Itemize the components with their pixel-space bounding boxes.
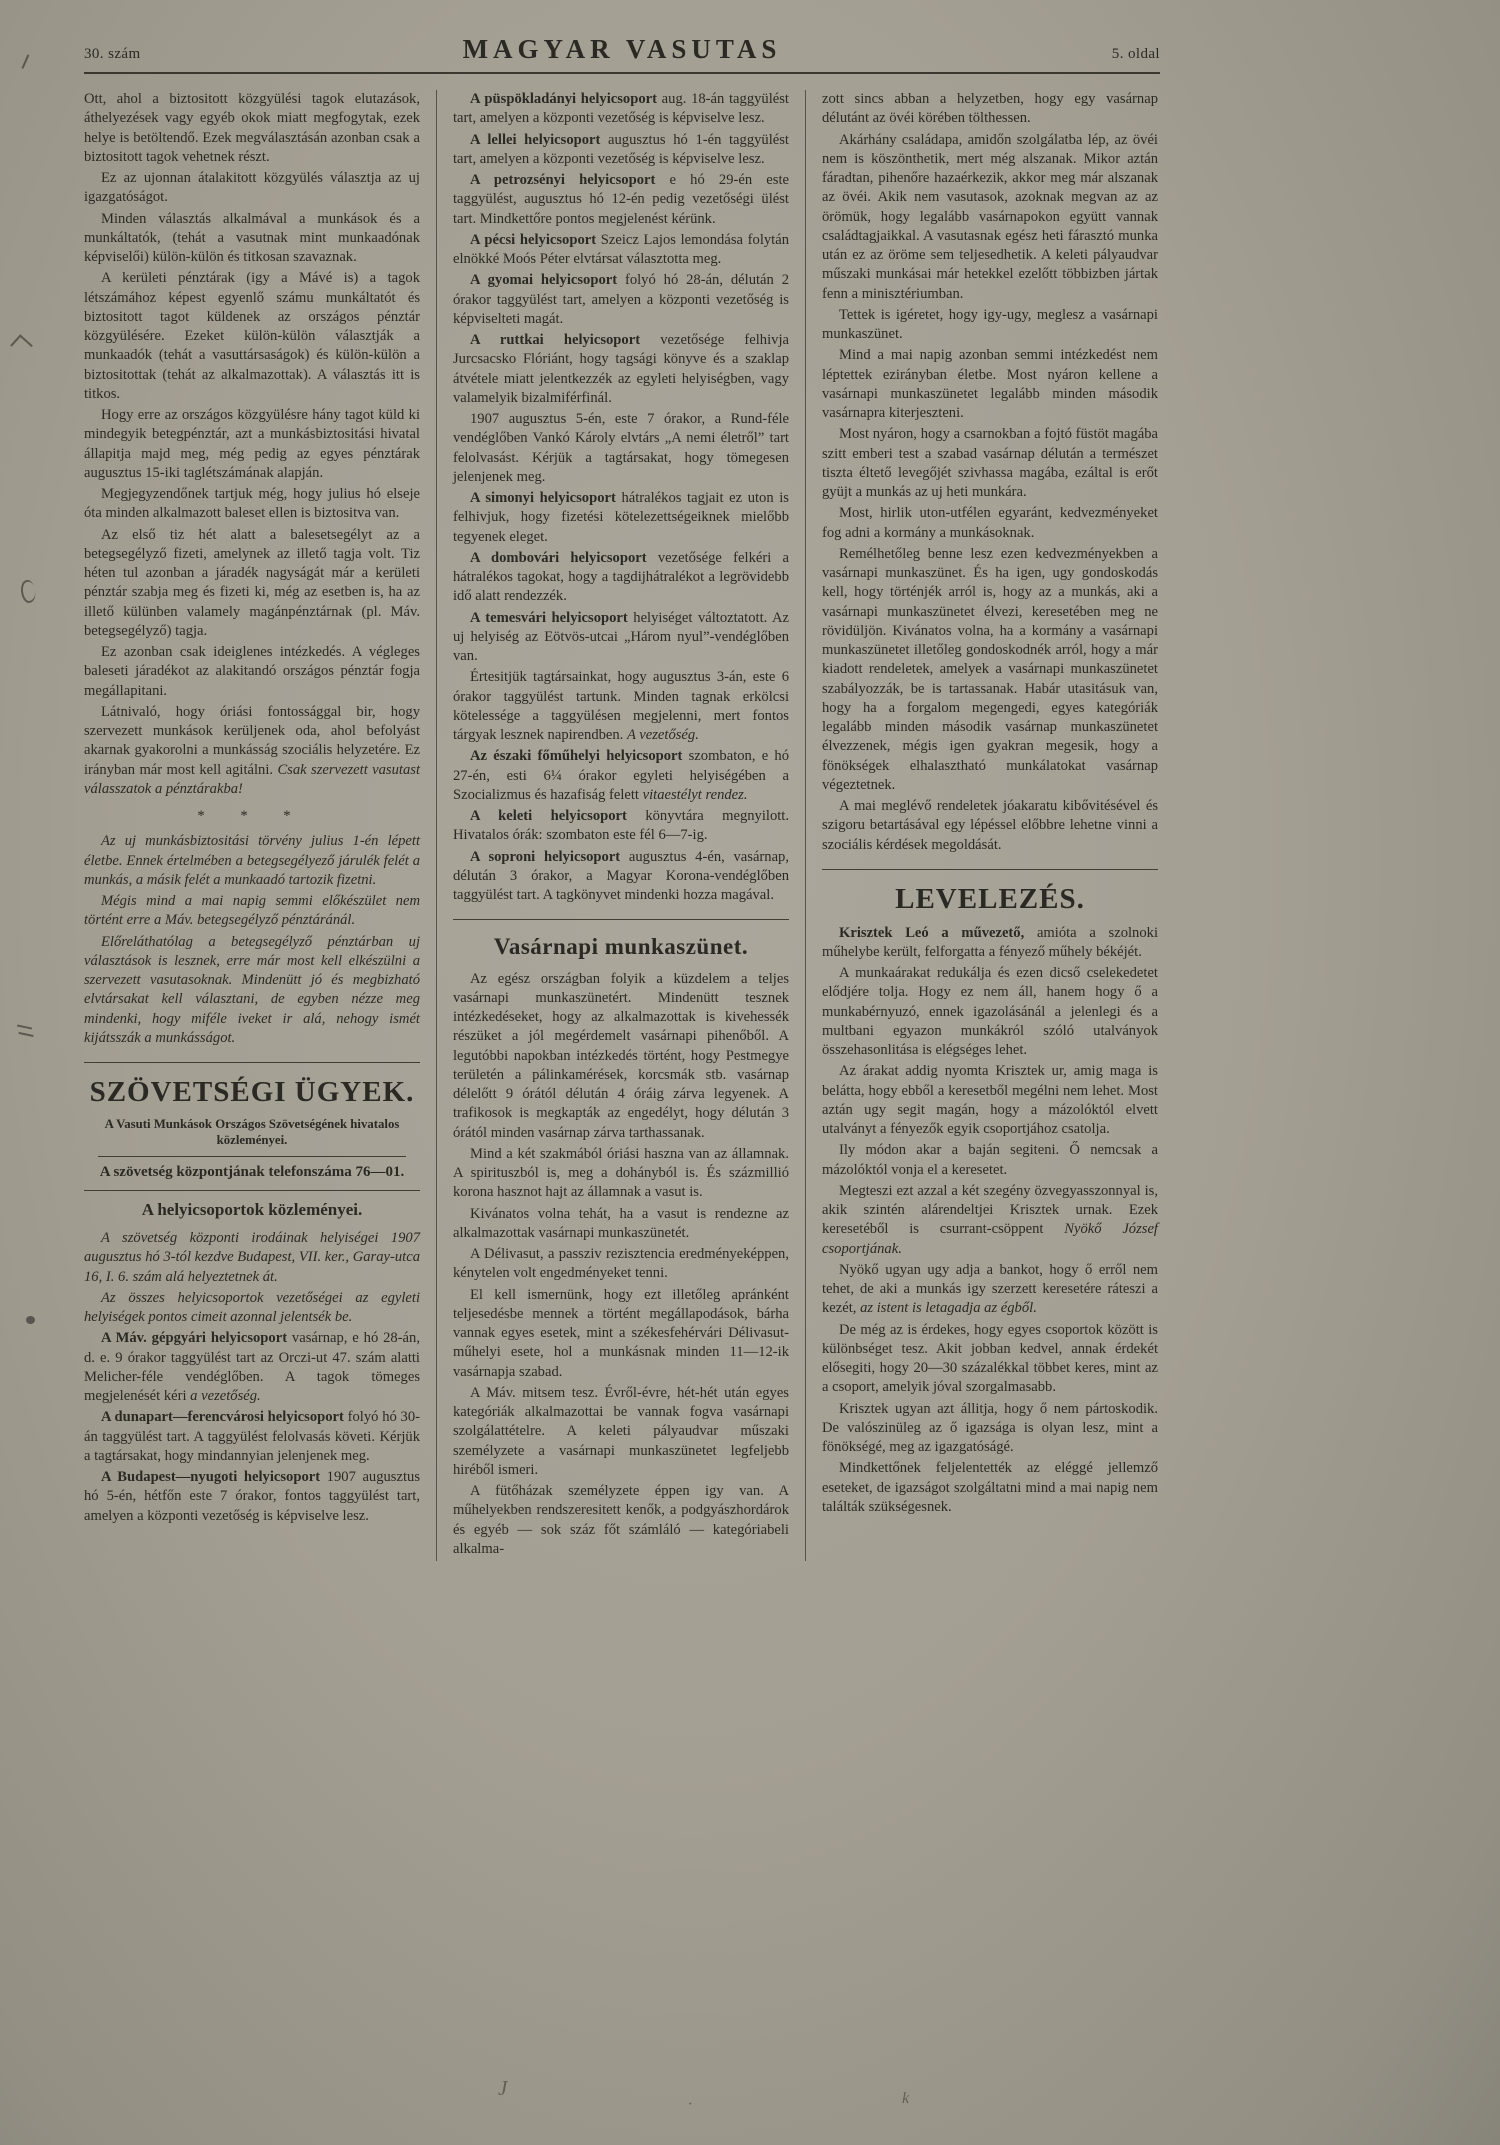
paragraph [84,269,420,404]
paragraph-text: Megjegyzendőnek tartjuk még, hogy julius hó elseje óta minden alkalmazott baleset ellen is biztositva van. [84,486,420,522]
paragraph [453,489,789,547]
paragraph-text: A szövetség központjának telefonszáma 76—01. [99,1163,405,1180]
article-heading [453,919,789,959]
paragraph-text: Remélhetőleg benne lesz ezen kedvezményekben a vasárnapi munkaszünet. És ha igen, ugy gondoskodás kell, hogy történjék arról is, hogy az a munkás, aki a vasárnapi munkaszünetet élvezi, keresetében meg ne rövidüljön. Kivánatos volna, ha a kormány a vasárnapi munkaszünetet illetőleg gondoskodnék arról, hogy a már kiadott rendeletek, amelyek a vasárnapi munkaszünetet szabályozzák, be is tartassanak. Habár utasitásuk van, hogy ha a forgalom megengedi, egyes kategóriák legalább minden második vasárnap munkaszünetet élvezzenek, mégis igen gyakran megesik, hogy a fönökségek elhalasztható munkálatokat vasárnap végeztetnek. [822,545,1158,793]
paragraph [822,1459,1158,1517]
margin-mark [26,1316,35,1324]
margin-mark [10,334,33,357]
paragraph [84,406,420,483]
paragraph-lead: A ruttkai helyicsoport [470,332,641,348]
paragraph [453,1245,789,1284]
newspaper-sheet [84,34,1160,1561]
paragraph [84,1289,420,1328]
paragraph-lead: Az északi főműhelyi helyicsoport [470,748,683,765]
paragraph [822,90,1158,129]
paragraph [822,545,1158,795]
phone-line [84,1163,420,1191]
paragraph-emphasis: Nyökő József csoportjának. [822,1221,1158,1257]
column-1 [84,90,420,1561]
scan-mark: J [498,2076,508,2100]
page-number: 5. oldal [1111,46,1160,62]
scan-mark: · [688,2096,692,2113]
paragraph-text: Mindkettőnek feljelentették az eléggé jellemző eseteket, de igazságot szolgáltatni mind a mai napig nem találták szükségesnek. [822,1460,1158,1515]
paragraph-lead: A Máv. gépgyári helyicsoport [101,1330,288,1347]
paragraph [822,924,1158,963]
paragraph-text: De még az is érdekes, hogy egyes csoportok között is különbséget tesz. Akit jobban kedvel, annak érdekét elősegiti, hogy 20—30 százalékkal többet keres, mint az a csoport, amelyik jóval szorgalmasabb. [822,1321,1158,1396]
paragraph [453,171,789,229]
paragraph-emphasis: vitaestélyt rendez. [642,786,748,803]
margin-mark [17,1024,32,1029]
paragraph [822,504,1158,543]
paragraph-lead: A keleti helyicsoport [470,808,627,824]
paragraph-lead: A temesvári helyicsoport [470,609,628,626]
margin-mark [21,54,37,72]
paragraph [453,1205,789,1244]
paragraph-text: SZÖVETSÉGI ÜGYEK. [89,1076,415,1108]
paragraph-text: A mai meglévő rendeletek jóakaratu kibővitésével és szigoru betartásával egy lépéssel előbbre lehetne vinni a szociális kérdések megoldását. [822,798,1158,853]
paragraph-text: A Délivasut, a passziv rezisztencia eredményeképpen, kénytelen volt engedményeket tenni. [453,1246,789,1282]
paragraph [822,1400,1158,1458]
paragraph-text: folyó hó 28-án, délután 2 órakor taggyülést tart, amelyen a központi vezetőség is képviselteti magát. [453,272,789,327]
paragraph-text: 1907 augusztus hó 5-én, hétfőn este 7 órakor, fontos taggyülést tart, amelyen a központi vezetőség is képviselve lesz. [84,1469,420,1524]
paragraph [84,526,420,642]
paragraph [822,1261,1158,1319]
column-3 [822,90,1158,1561]
subsection-heading [84,1199,420,1221]
paragraph [453,848,789,906]
paragraph-text: A munkaárakat redukálja és ezen dicső cselekedetet elődjére tolja. Hogy ez nem áll, hanem hogy ő a munkabérnyuzó, ennek igazolásánál a jelenlegi és a multbani egyazon munkákról szóló utalványok összehasonlitása is elégséges lehet. [822,965,1158,1059]
paragraph-text: A szövetség központi irodáinak helyiségei 1907 augusztus hó 3-tól kezdve Budapest, VII. ker., Garay-utca 16, I. 6. szám alá helyeztetnek át. [84,1230,420,1285]
paragraph-text: Megteszi ezt azzal a két szegény özvegyasszonnyal is, akik szintén alárendeltjei Krisztek urnak. Ezek keresetéből is csurrant-csöppent [822,1182,1158,1238]
paragraph-text: Látnivaló, hogy óriási fontossággal bir, hogy szervezett munkások kerüljenek oda, ahol befolyást akarnak gyakorolni a munkásság szociális helyzetére. Ez irányban már most kell agitálni. [84,703,420,778]
paragraph-text: könyvtára megnyilott. Hivatalos órák: szombaton este fél 6—7-ig. [453,808,789,844]
paragraph-text: Az összes helyicsoportok vezetőségei az egyleti helyiségek pontos cimeit azonnal jelentsék be. [84,1289,420,1326]
paragraph-text: A kerületi pénztárak (igy a Mávé is) a tagok létszámához képest egyenlő számu munkáltatót és biztositott tagot küldenek az országos pénztár közgyülésére. Ezeket külön-külön választják a munkaadók (tehát a vasuttársaságok) és külön-külön a biztositottak (tehát az alkalmazottak). A választás itt is titkos. [84,270,420,402]
paragraph [453,1384,789,1480]
paragraph-text: Krisztek ugyan azt állitja, hogy ő nem pártoskodik. De valószinüleg az ő igazsága is olyan lesz, mint a fönökségé, meg az igazgatóságé. [822,1400,1158,1456]
paragraph-text: augusztus 4-én, vasárnap, délután 3 órakor, a Magyar Korona-vendéglőben taggyülést tart. A tagkönyvet mindenki hozza magával. [453,848,789,903]
paragraph-text: vezetősége felkéri a hátralékos tagokat, hogy a tagdijhátralékot a legrövidebb idő alatt rendezzék. [453,549,790,605]
masthead-title: MAGYAR VASUTAS [462,34,782,64]
paragraph-text: Az árakat addig nyomta Krisztek ur, amig maga is belátta, hogy ebből a keresetből megélni nem lehet. Most aztán ugy segit magán, hogy a mázolóktól elvett utalványt a fényezők egyik csoportjához csatolja. [822,1063,1158,1138]
paragraph-text: Ott, ahol a biztositott közgyülési tagok elutazások, áthelyezések vagy egyéb okok miatt megfogytak, ezek helye is betöltendő. Ezek megválasztásán azonban csak a biztositott tagok vehetnek részt. [84,91,420,165]
paragraph-text: Ily módon akar a baján segiteni. Ő nemcsak a mázolóktól vonja el a keresetet. [822,1142,1158,1178]
paragraph [453,609,789,667]
paragraph [822,131,1158,304]
margin-mark [18,579,37,605]
paragraph-text: augusztus hó 1-én taggyülést tart, amelyen a központi vezetőség is képviselve lesz. [453,131,789,167]
paragraph-text: Tettek is igéretet, hogy igy-ugy, meglesz a vasárnapi munkaszünet. [822,306,1158,342]
paragraph-text: * * * [197,808,307,824]
paragraph-lead: Krisztek Leó a művezető, [839,924,1025,941]
paragraph [84,485,420,524]
paragraph [84,1329,420,1406]
paragraph [822,346,1158,423]
section-heading [822,869,1158,916]
paragraph-lead: A dunapart—ferencvárosi helyicsoport [101,1409,344,1426]
paragraph-text: folyó hó 30-án taggyülést tart. A taggyülést felolvasás követi. Kérjük a tagtársakat, hogy mindannyian jelenjenek meg. [84,1409,420,1464]
column-2 [453,90,789,1561]
paragraph [453,410,789,487]
paragraph [84,210,420,268]
paragraph-text: Mind a két szakmából óriási haszna van az államnak. A spirituszból is, meg a dohányból is. És százmillió korona hasznot hajt az államnak a vasut is. [453,1145,789,1201]
paragraph-lead: A pécsi helyicsoport [470,231,597,248]
paragraph-text: Az egész országban folyik a küzdelem a teljes vasárnapi munkaszünetért. Mindenütt tesznek intézkedéseket, hogy az alkalmazottak is kivehessék részüket a jól megérdemelt vasárnapi pihenőből. A legutóbbi napokban intézkedés történt, hogy Pestmegye területén a pálinkamérések, korcsmák stb. vasárnap délelőtt 9 órától délután 4 óráig zárva legyenek. A trafikosok is megkapták az engedélyt, hogy délután 3 órától minden vasárnap zárva tarthassanak. [453,970,789,1141]
paragraph-lead: A dombovári helyicsoport [470,549,647,566]
paragraph-text: A fütőházak személyzete éppen igy van. A műhelyekben rendszeresitett kenők, a podgyászhordárok és egyéb — sok száz főt számláló — kategóriabeli alkalma- [453,1483,789,1557]
paragraph [84,1468,420,1526]
section-separator [84,807,420,826]
paragraph [822,425,1158,502]
paragraph-lead: A Budapest—nyugoti helyicsoport [101,1469,321,1486]
paragraph-text: vezetősége felhivja Jurcsacsko Flóriánt, hogy tagsági könyve és a szaklap átvétele miatt jelentkezzék az egyleti helyiségben, vagy valamelyik bizalmiférfinál. [453,332,789,406]
paragraph-emphasis: Csak szervezett vasutast válasszatok a pénztárakba! [84,761,420,797]
paragraph-text: Vasárnapi munkaszünet. [493,934,749,960]
paragraph [84,1408,420,1466]
paragraph-text: Akárhány családapa, amidőn szolgálatba lép, az övéi nem is köszönthetik, mert még alszanak. Mikor aztán fáradtan, pihenőre hazaérkezik, akkor meg már alszanak az övéi. Akik nem vasutasok, azoknak megvan az az örömük, hogy legalább vasárnapokon együtt vannak családtagjaikkal. A vasutasnak egész heti fárasztó munka után ez az öröme sem teljesedhetik. A keleti pályaudvar műszaki munkásai már hetekkel ezelőtt többizben jártak fenn a minisztériumban. [822,131,1158,302]
paragraph-text: El kell ismernünk, hogy ezt illetőleg apránként teljesedésbe mennek a történt megállapodások, bárha vannak egyes esetek, mint a székesfehérvári Délivasut-műhelyi esete, hol a munkásnak minden 11—12-ik vasárnapja szabad. [453,1286,789,1380]
paragraph-text: amióta a szolnoki műhelybe került, felforgatta a fényező műhely békéjét. [822,924,1158,960]
paragraph [822,1141,1158,1180]
paragraph [453,1286,789,1382]
paragraph-text: Ez az ujonnan átalakitott közgyülés választja az uj igazgatóságot. [84,170,420,206]
paragraph-text: 1907 augusztus 5-én, este 7 órakor, a Rund-féle vendéglőben Vankó Károly elvtárs „A nemi életről” tart felolvasást. Kérjük a tagtársakat, hogy tömegesen jelenjenek meg. [453,411,789,485]
paragraph-lead: A soproni helyicsoport [470,848,621,865]
paragraph-text: LEVELEZÉS. [895,882,1085,915]
paragraph-lead: A simonyi helyicsoport [470,490,616,506]
paragraph-text: Az uj munkásbiztositási törvény julius 1-én lépett életbe. Ennek értelmében a betegsegélyező járulék felét a munkás, a másik felét a munkaadó tartozik fizetni. [84,833,420,888]
section-subheading [98,1117,406,1157]
columns [84,90,1160,1561]
paragraph-text: A Vasuti Munkások Országos Szövetségének hivatalos közleményei. [104,1116,400,1147]
paragraph [453,747,789,805]
paragraph [84,892,420,931]
paragraph-text: e hó 29-én este taggyülést, augusztus hó 12-én pedig vezetőségi ülést tart. Mindkettőre pontos megjelenést kérünk. [453,172,789,227]
column-divider [436,90,437,1561]
paragraph [822,797,1158,855]
paragraph [453,970,789,1143]
section-heading [84,1062,420,1109]
paragraph-text: helyiséget változtatott. Az uj helyiség az Eötvös-utcai „Három nyul”-vendéglőben van. [453,609,790,664]
paragraph-text: Szeicz Lajos lemondása folytán elnökké Moós Péter elvtársat választotta meg. [453,231,789,267]
paragraph [822,1182,1158,1259]
paragraph [453,549,789,607]
column-divider [805,90,806,1561]
paragraph-text: Az első tiz hét alatt a balesetsegélyt az a betegsegélyző fizeti, amelynek az illető tagja volt. Tiz héten tul azonban a járadék nagyságát már a kerületi pénztár szabja meg és fizeti ki, még az esetben is, ha az illető külünben valamely magánpénztárnak (pl. Máv. betegsegélyző) tagja. [84,526,420,639]
paragraph [84,643,420,701]
paragraph-text: aug. 18-án taggyülést tart, amelyen a központi vezetőség is képviselve lesz. [453,91,789,127]
paragraph [84,933,420,1049]
paragraph-text: Ez azonban csak ideiglenes intézkedés. A végleges baleseti járadékot az alakitandó országos pénztár fogja megállapitani. [84,644,420,699]
paragraph-text: Kivánatos volna tehát, ha a vasut is rendezne az alkalmazottak vasárnapi munkaszünetét. [453,1205,789,1241]
paragraph-text: Nyökő ugyan ugy adja a bankot, hogy ő erről nem tehet, de aki a munkás igy szerzett keresetére ráteszi a kezét, [822,1261,1158,1317]
paragraph-text: Mégis mind a mai napig semmi előkészület nem történt erre a Máv. betegsegélyző pénztáránál. [84,893,420,929]
paragraph [453,131,789,170]
paragraph-emphasis: A vezetőség. [626,727,699,743]
paragraph [453,271,789,329]
paragraph-text: vasárnap, e hó 28-án, d. e. 9 órakor taggyülést tart az Orczi-ut 47. szám alatti Melicher-féle vendéglőben. A tagok tömeges megjelenését kéri [84,1330,420,1405]
paragraph-emphasis: a vezetőség. [190,1388,261,1405]
paragraph [453,231,789,270]
paragraph [453,1482,789,1559]
paragraph [84,1229,420,1287]
paragraph [453,90,789,129]
paragraph-text: Előreláthatólag a betegsegélyző pénztárban uj választások is lesznek, erre már most kell elkészülni a szervezett vasutasoknak. Mindenütt jó és megbizható elvtársakat kell választani, de egyben nézze meg mindenki, hogy miféle iveket ir alá, nehogy ismét kijátsszák a munkásságot. [84,933,420,1046]
paragraph [84,90,420,167]
paragraph-text: hátralékos tagjait ez uton is felhivjuk, hogy fizetési kötelezettségeiknek mielőbb tegyenek eleget. [453,490,789,545]
paragraph-text: Minden választás alkalmával a munkások és a munkáltatók, (tehát a vasutnak mint munkaadónak képviselői) külön-külön és titkosan szavaznak. [84,210,420,265]
paragraph [822,1321,1158,1398]
paragraph-text: Hogy erre az országos közgyülésre hány tagot küld ki mindegyik betegpénztár, azt a munkásbiztositási hivatal állapitja majd meg, még pedig az egyes pénztárak augusztus 15-iki taglétszámának alapján. [84,407,420,481]
paragraph [453,807,789,846]
paragraph [84,832,420,890]
paragraph-text: Mind a mai napig azonban semmi intézkedést nem léptettek ezirányban életbe. Most nyáron kellene a vasárnapi munkaszünetet legalább minden második vasárnapra kiterjeszteni. [822,347,1158,421]
paragraph-text: zott sincs abban a helyzetben, hogy egy vasárnap délutánt az övéi körében tölthessen. [822,91,1158,127]
paragraph [453,1145,789,1203]
paragraph-text: A Máv. mitsem tesz. Évről-évre, hét-hét után egyes kategóriák alkalmazottai be vannak fogva vasárnapi szolgálattételre. A keleti pályaudvar műszaki személyzete a vasárnapi munkaszünetet legfeljebb hiréből ismeri. [453,1384,789,1478]
paragraph [822,964,1158,1060]
scan-mark: k [902,2090,910,2107]
paragraph [822,306,1158,345]
paragraph [84,703,420,799]
paragraph-lead: A gyomai helyicsoport [470,272,618,289]
issue-number: 30. szám [84,46,141,62]
paragraph-text: Most nyáron, hogy a csarnokban a fojtó füstöt magába szitt emberi test a szabad vasárnap délután a természet tiszta éltető levegőjét szivhassa magába, ezáltal is erőt gyüjt a munkás az uj heti munkára. [822,426,1158,500]
paragraph [822,1062,1158,1139]
paragraph-text: Most, hirlik uton-utfélen egyaránt, kedvezményeket fog adni a kormány a munkásoknak. [822,505,1158,541]
paragraph-emphasis: az istent is letagadja az égből. [860,1300,1037,1317]
paragraph [453,331,789,408]
paragraph-lead: A püspökladányi helyicsoport [470,91,657,107]
masthead [84,34,1160,74]
paragraph-text: Értesitjük tagtársainkat, hogy augusztus 3-án, este 6 órakor taggyülést tartunk. Minden tagnak erkölcsi kötelessége a taggyülésen megjelenni, mert fontos tárgyak lesznek napirendben. [453,669,789,743]
paragraph-lead: A petrozsényi helyicsoport [470,172,656,188]
paragraph-text: A helyicsoportok közleményei. [141,1199,363,1219]
paragraph-lead: A lellei helyicsoport [470,131,601,148]
paragraph [453,668,789,745]
paragraph [84,169,420,208]
paragraph-text: szombaton, e hó 27-én, esti 6¼ órakor egyleti helyiségében a Szocializmus és hazafiság felett [453,748,789,803]
